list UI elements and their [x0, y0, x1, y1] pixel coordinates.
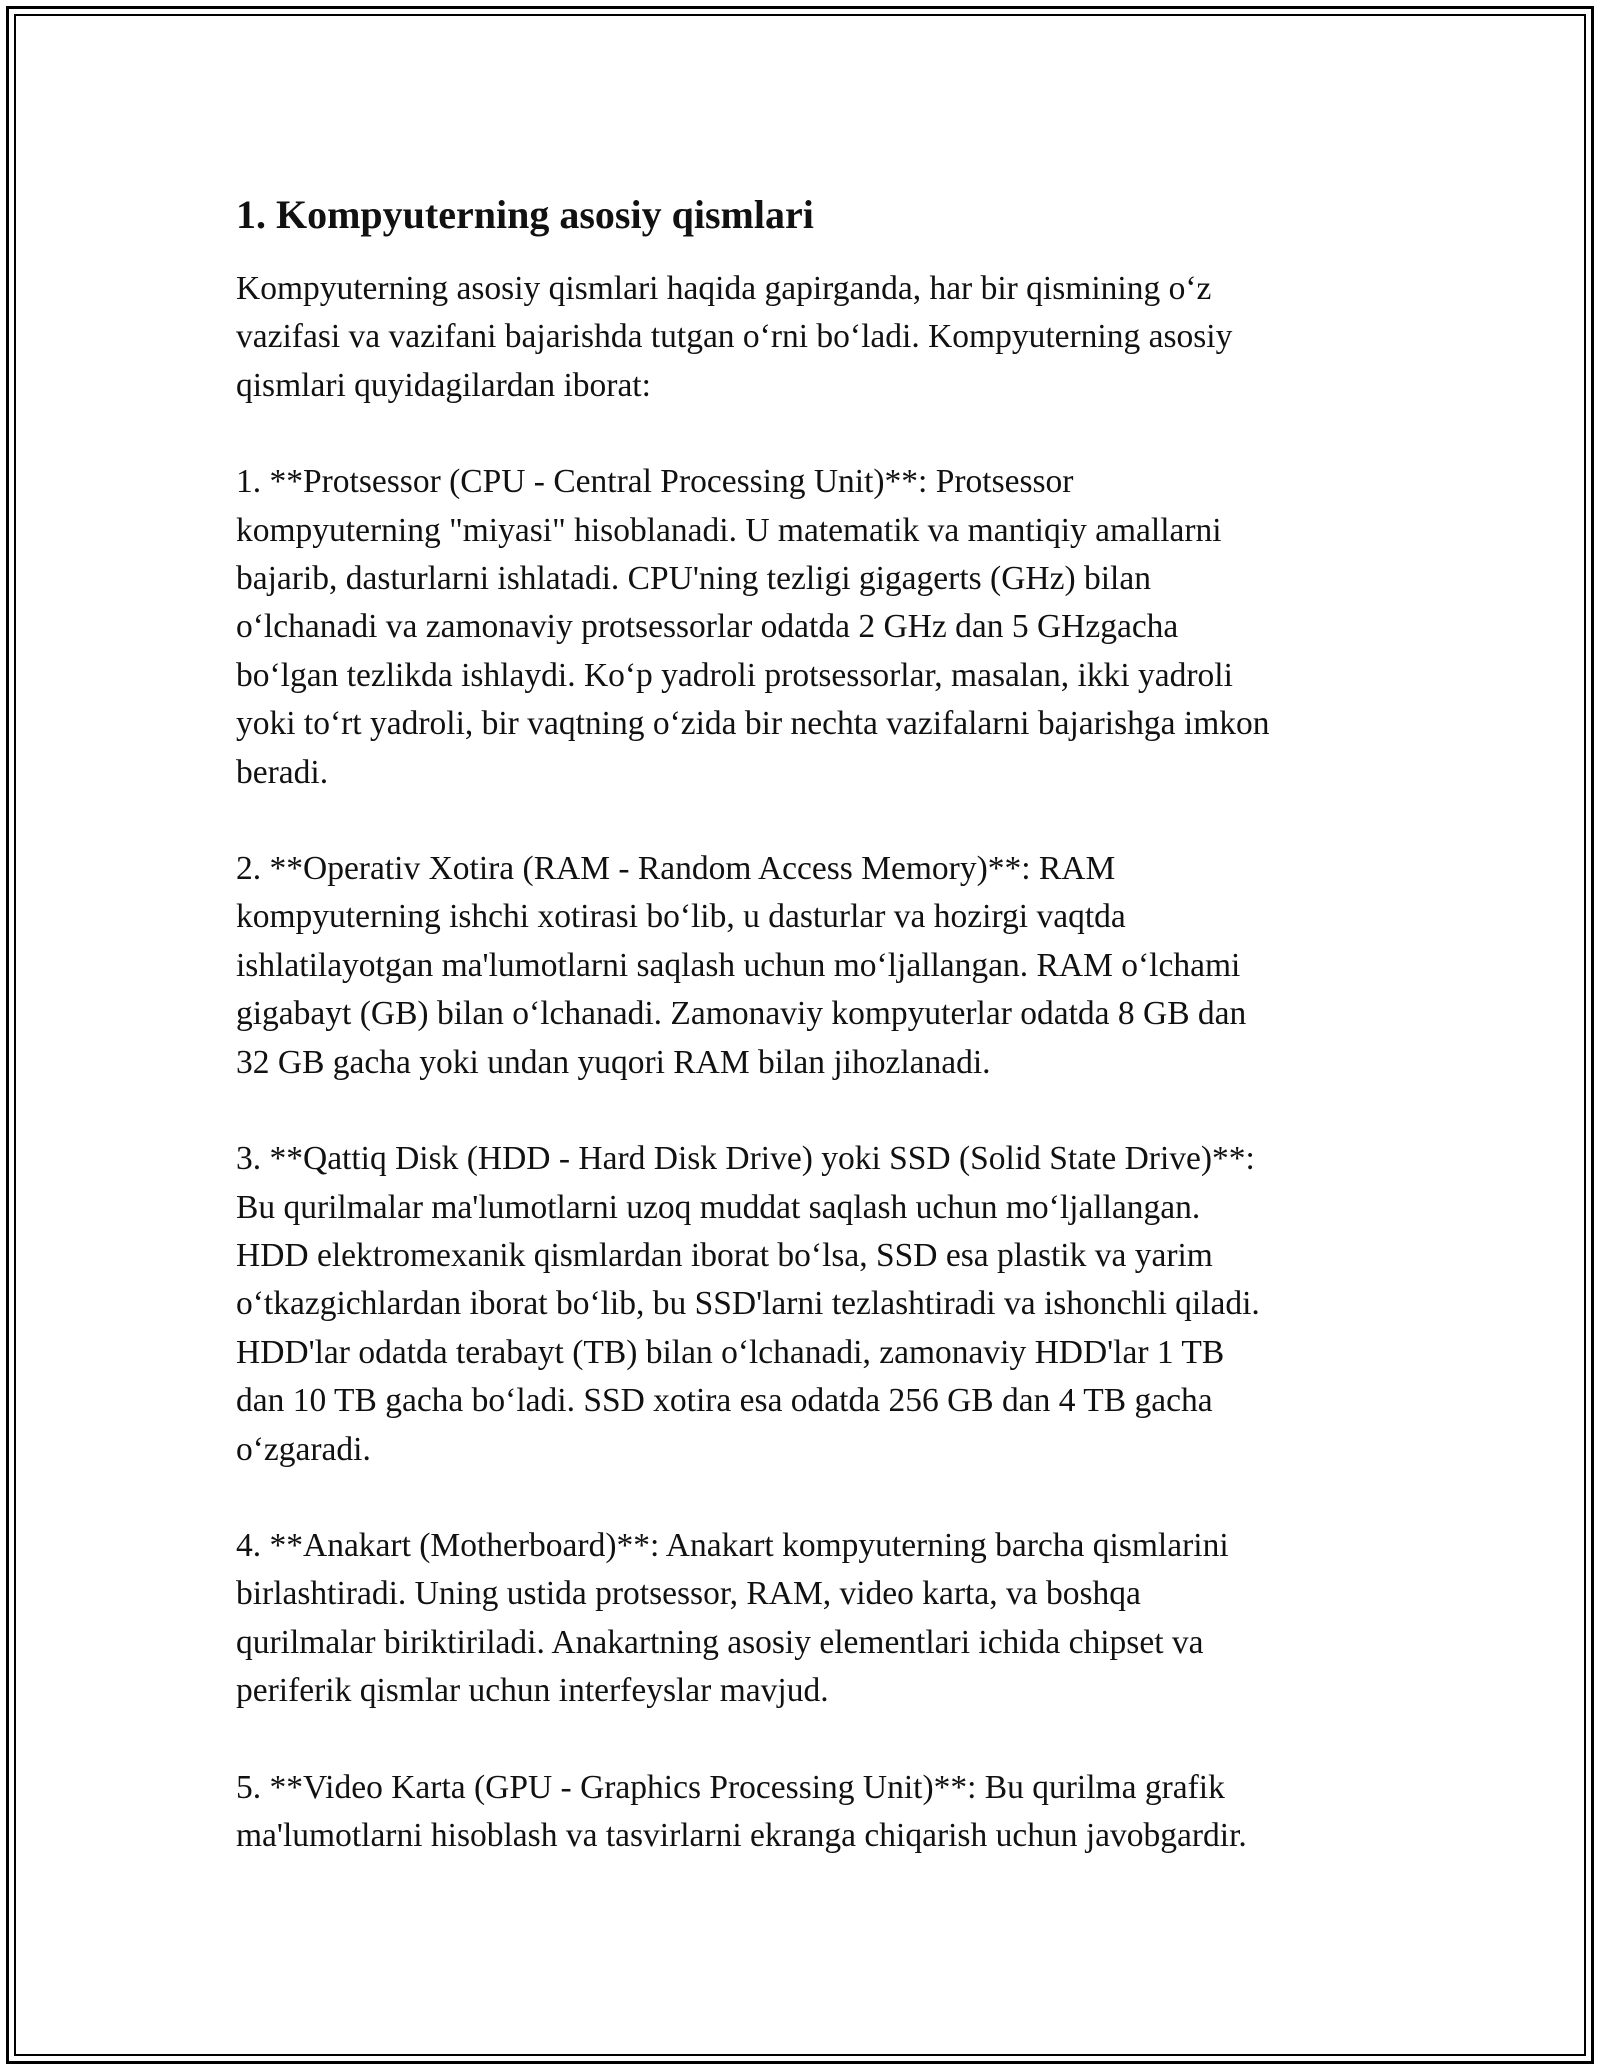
- gpu-paragraph: 5. **Video Karta (GPU - Graphics Processing Unit)**: Bu qurilma grafik ma'lumotlarni hisoblash va tasvirlarni ekranga chiqarish uchun javobgardir.: [236, 1768, 1247, 1854]
- ram-paragraph: 2. **Operativ Xotira (RAM - Random Access Memory)**: RAM kompyuterning ishchi xotirasi bo‘lib, u dasturlar va hozirgi vaqtda ishlatilayotgan ma'lumotlarni saqlash uchun mo‘ljallangan. RAM o‘lchami gigabayt (GB) bilan o‘lchanadi. Zamonaviy kompyuterlar odatda 8 GB dan 32 GB gacha yoki undan yuqori RAM bilan jihozlanadi.: [236, 850, 1247, 1081]
- document-body: [236, 187, 1376, 1908]
- cpu-paragraph: 1. **Protsessor (CPU - Central Processing Unit)**: Protsessor kompyuterning "miyasi" hisoblanadi. U matematik va mantiqiy amallarni bajarib, dasturlarni ishlatadi. CPU'ning tezligi gigagerts (GHz) bilan o‘lchanadi va zamonaviy protsessorlar odatda 2 GHz dan 5 GHzgacha bo‘lgan tezlikda ishlaydi. Ko‘p yadroli protsessorlar, masalan, ikki yadroli yoki to‘rt yadroli, bir vaqtning o‘zida bir nechta vazifalarni bajarishga imkon beradi.: [236, 463, 1270, 791]
- intro-paragraph: Kompyuterning asosiy qismlari haqida gapirganda, har bir qismining o‘z vazifasi va vazifani bajarishda tutgan o‘rni bo‘ladi. Kompyuterning asosiy qismlari quyidagilardan iborat:: [236, 270, 1233, 404]
- document-heading: 1. Kompyuterning asosiy qismlari: [236, 192, 814, 237]
- storage-paragraph: 3. **Qattiq Disk (HDD - Hard Disk Drive) yoki SSD (Solid State Drive)**: Bu qurilmalar ma'lumotlarni uzoq muddat saqlash uchun mo‘ljallangan. HDD elektromexanik qismlardan iborat bo‘lsa, SSD esa plastik va yarim o‘tkazgichlardan iborat bo‘lib, bu SSD'larni tezlashtiradi va ishonchli qiladi. HDD'lar odatda terabayt (TB) bilan o‘lchanadi, zamonaviy HDD'lar 1 TB dan 10 TB gacha bo‘ladi. SSD xotira esa odatda 256 GB dan 4 TB gacha o‘zgaradi.: [236, 1140, 1260, 1468]
- motherboard-paragraph: 4. **Anakart (Motherboard)**: Anakart kompyuterning barcha qismlarini birlashtiradi. Uning ustida protsessor, RAM, video karta, va boshqa qurilmalar biriktiriladi. Anakartning asosiy elementlari ichida chipset va periferik qismlar uchun interfeyslar mavjud.: [236, 1526, 1229, 1710]
